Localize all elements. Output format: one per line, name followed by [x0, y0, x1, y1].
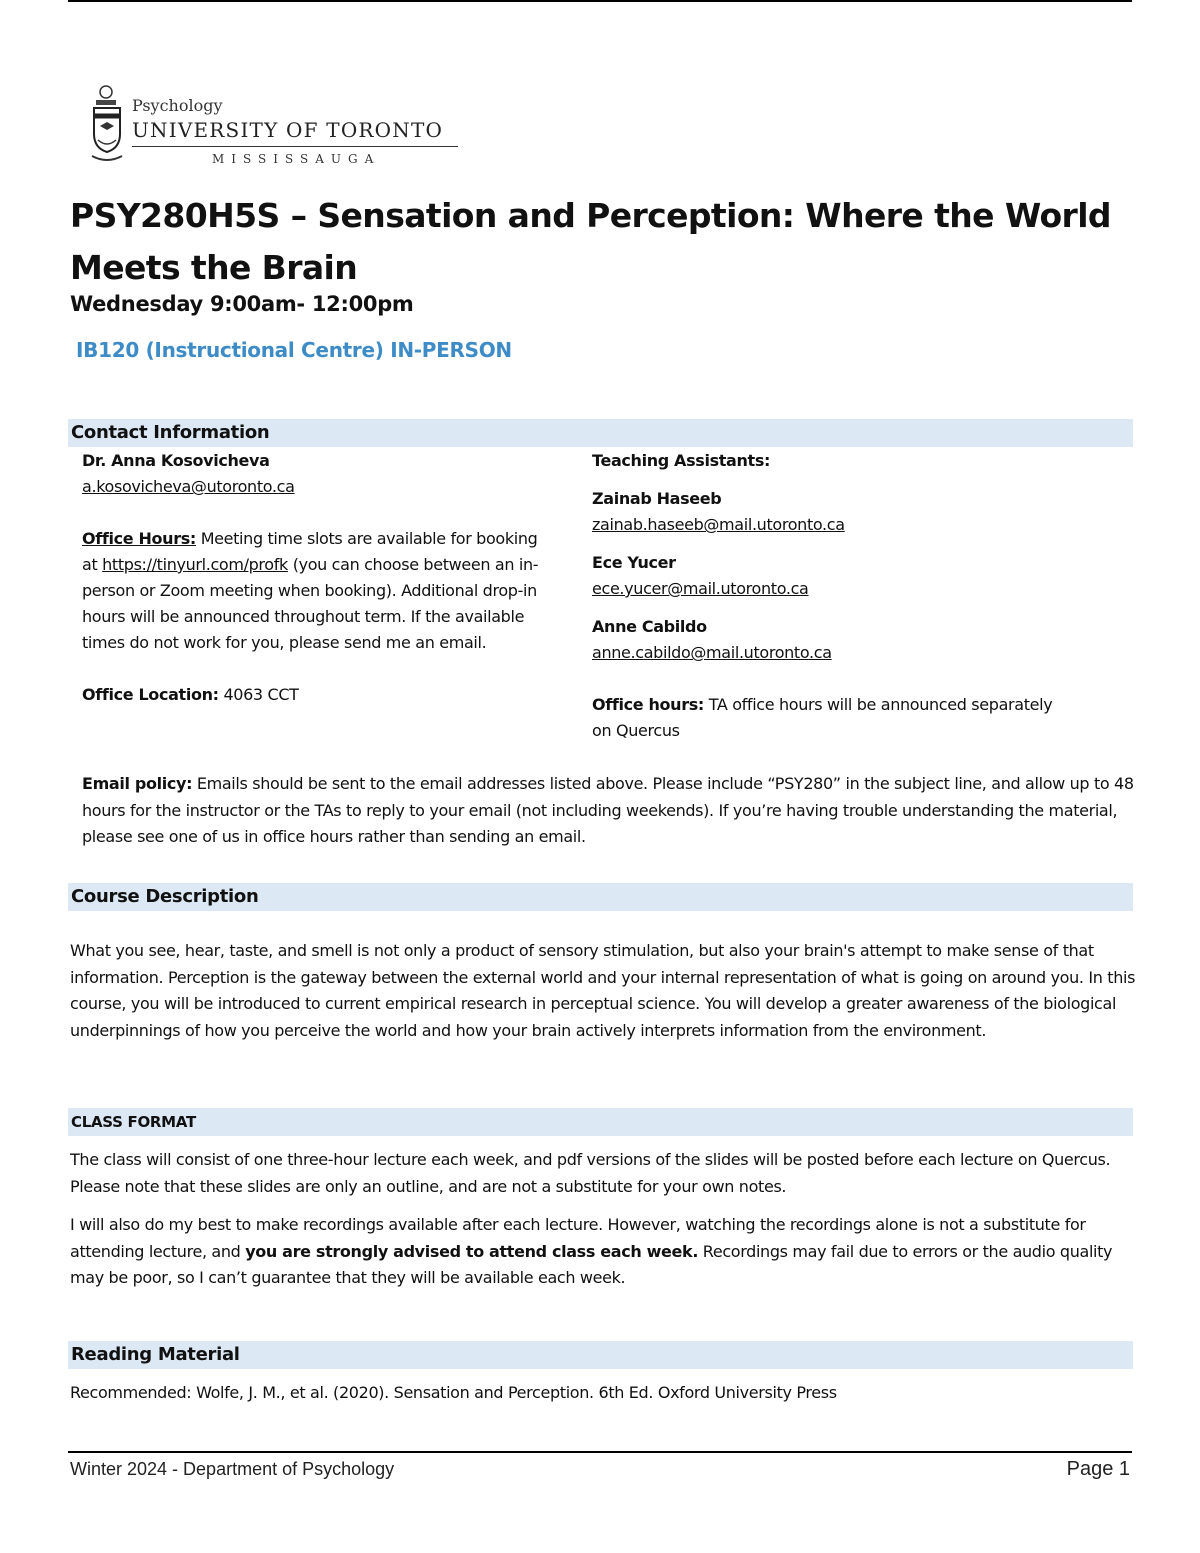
logo-divider	[132, 146, 458, 147]
crest-icon	[86, 82, 130, 166]
ta-email-link[interactable]: zainab.haseeb@mail.utoronto.ca	[592, 515, 845, 534]
instructor-name: Dr. Anna Kosovicheva	[82, 451, 270, 470]
logo-department: Psychology	[132, 96, 223, 115]
course-location: IB120 (Instructional Centre) IN-PERSON	[76, 338, 512, 362]
class-format-paragraph: The class will consist of one three-hour lecture each week, and pdf versions of the slides will be posted before each lecture on Quercus. Please note that these slides are only an outline, and are not a substitute for your own notes.	[70, 1150, 1111, 1196]
instructor-contact	[82, 448, 552, 708]
ta-office-hours-label: Office hours:	[592, 695, 704, 714]
class-format-recordings: I will also do my best to make recordings available after each lecture. However, watching the recordings alone is not a substitute for attending lecture, and you are strongly advised to attend class each week. Recordings may fail due to errors or the audio quality may be poor, so I can’t guarantee that they will be available each week.	[70, 1215, 1113, 1287]
logo-university: UNIVERSITY OF TORONTO	[132, 118, 444, 142]
attendance-advice: you are strongly advised to attend class each week.	[245, 1241, 699, 1261]
ta-name: Ece Yucer	[592, 553, 676, 572]
instructor-office-hours: Office Hours: Meeting time slots are available for booking at https://tinyurl.com/profk (you can choose between an in-person or Zoom meeting when booking). Additional drop-in hours will be announced throughout term. If the available times do not work for you, please send me an email.	[82, 529, 539, 652]
university-logo	[86, 82, 466, 168]
instructor-office-location: Office Location: 4063 CCT	[82, 685, 299, 704]
course-description-text: What you see, hear, taste, and smell is not only a product of sensory stimulation, but also your brain's attempt to make sense of that information. Perception is the gateway between the external world and your internal representation of what is going on around you. In this course, you will be introduced to current empirical research in perceptual science. You will develop a greater awareness of the biological underpinnings of how you perceive the world and how your brain actively interprets information from the environment.	[70, 941, 1136, 1040]
ta-name: Anne Cabildo	[592, 617, 707, 636]
footer-term: Winter 2024 - Department of Psychology	[70, 1459, 395, 1479]
ta-heading: Teaching Assistants:	[592, 451, 771, 470]
course-schedule: Wednesday 9:00am- 12:00pm	[70, 292, 414, 316]
footer-rule	[68, 1451, 1132, 1453]
booking-link[interactable]: https://tinyurl.com/profk	[102, 555, 288, 574]
section-heading-contact: Contact Information	[68, 419, 1133, 447]
ta-email-link[interactable]: anne.cabildo@mail.utoronto.ca	[592, 643, 832, 662]
teaching-assistants	[592, 448, 1062, 744]
ta-name: Zainab Haseeb	[592, 489, 722, 508]
course-title: PSY280H5S – Sensation and Perception: Where the World Meets the Brain	[70, 196, 1111, 287]
logo-campus: MISSISSAUGA	[212, 152, 381, 166]
reading-material-text: Recommended: Wolfe, J. M., et al. (2020). Sensation and Perception. 6th Ed. Oxford University Press	[70, 1383, 837, 1402]
instructor-email-link[interactable]: a.kosovicheva@utoronto.ca	[82, 477, 295, 496]
email-policy-label: Email policy:	[82, 774, 193, 793]
ta-office-hours: Office hours: TA office hours will be announced separately on Quercus	[592, 695, 1053, 740]
section-heading-class-format: CLASS FORMAT	[68, 1108, 1133, 1136]
office-location-label: Office Location:	[82, 685, 219, 704]
page-number: Page 1	[1066, 1458, 1130, 1480]
ta-email-link[interactable]: ece.yucer@mail.utoronto.ca	[592, 579, 809, 598]
section-heading-course-description: Course Description	[68, 883, 1133, 911]
top-rule	[68, 0, 1132, 2]
email-policy: Email policy: Emails should be sent to the email addresses listed above. Please include “PSY280” in the subject line, and allow up to 48 hours for the instructor or the TAs to reply to your email (not including weekends). If you’re having trouble understanding the material, please see one of us in office hours rather than sending an email.	[82, 774, 1134, 846]
office-hours-label: Office Hours:	[82, 529, 196, 548]
section-heading-reading-material: Reading Material	[68, 1341, 1133, 1369]
